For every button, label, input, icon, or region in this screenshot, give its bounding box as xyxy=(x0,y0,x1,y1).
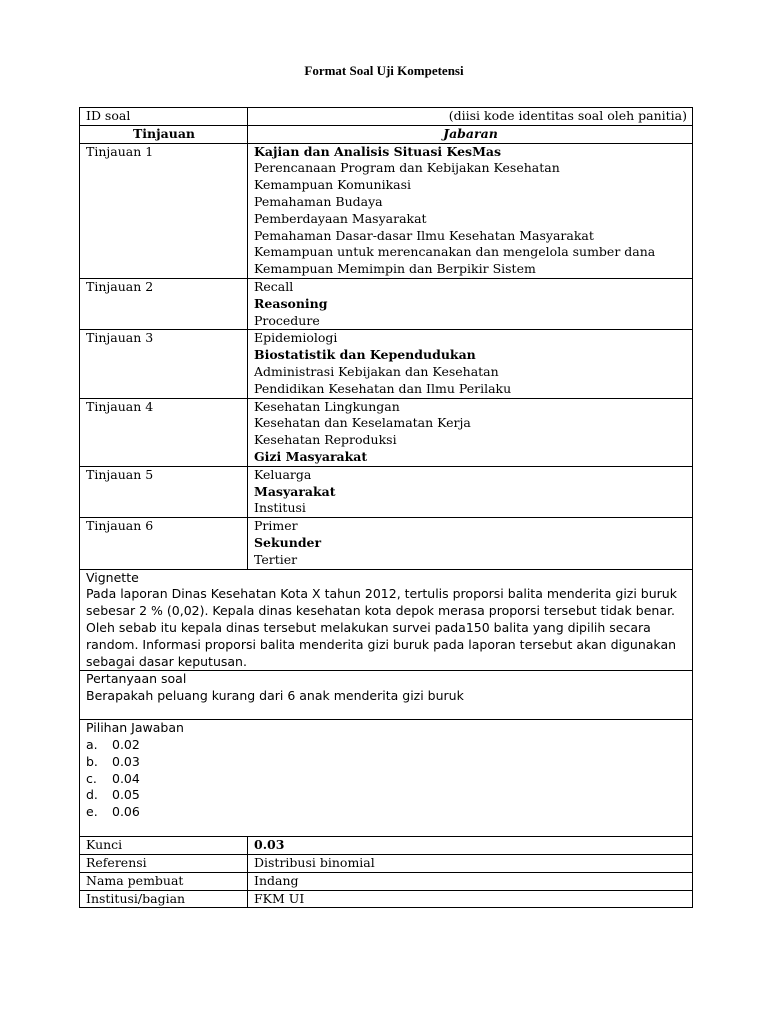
tinjauan-label: Tinjauan 6 xyxy=(80,518,248,569)
id-label: ID soal xyxy=(80,108,248,126)
kunci-row xyxy=(80,837,693,855)
jabaran-item: Pemberdayaan Masyarakat xyxy=(254,210,427,226)
kunci-value: 0.03 xyxy=(248,837,693,855)
tinjauan-label: Tinjauan 3 xyxy=(80,330,248,398)
referensi-label: Referensi xyxy=(80,855,248,873)
jabaran-item: Kesehatan Reproduksi xyxy=(254,432,397,448)
jabaran-item: Pemahaman Budaya xyxy=(254,193,383,209)
tinjauan-row xyxy=(80,143,693,278)
answer-option xyxy=(86,754,687,771)
header-tinjauan: Tinjauan xyxy=(80,125,248,143)
tinjauan-row xyxy=(80,398,693,466)
vignette-line: sebesar 2 % (0,02). Kepala dinas kesehatan kota depok merasa proporsi tersebut tidak benar. xyxy=(86,603,675,619)
jabaran-cell xyxy=(248,143,693,278)
jabaran-item: Primer xyxy=(254,518,298,534)
vignette-cell xyxy=(80,569,693,671)
institusi-label: Institusi/bagian xyxy=(80,890,248,908)
kunci-label: Kunci xyxy=(80,837,248,855)
document-title: Format Soal Uji Kompetensi xyxy=(304,63,464,78)
vignette-line: Oleh sebab itu kepala dinas tersebut melakukan survei pada150 balita yang dipilih secara xyxy=(86,619,651,635)
id-row xyxy=(80,108,693,126)
option-value: 0.03 xyxy=(112,753,140,769)
jabaran-item: Kesehatan dan Keselamatan Kerja xyxy=(254,415,471,431)
soal-table xyxy=(79,107,693,908)
answer-option xyxy=(86,737,687,754)
option-value: 0.02 xyxy=(112,737,140,753)
pertanyaan-text: Berapakah peluang kurang dari 6 anak menderita gizi buruk xyxy=(86,688,464,704)
jabaran-item: Pendidikan Kesehatan dan Ilmu Perilaku xyxy=(254,380,512,396)
jabaran-item: Kesehatan Lingkungan xyxy=(254,398,400,414)
option-value: 0.06 xyxy=(112,804,140,820)
pembuat-row xyxy=(80,872,693,890)
referensi-row xyxy=(80,855,693,873)
jabaran-item: Procedure xyxy=(254,312,320,328)
pilihan-cell xyxy=(80,720,693,837)
jabaran-item: Kemampuan untuk merencanakan dan mengelola sumber dana xyxy=(254,244,656,260)
jabaran-item: Reasoning xyxy=(254,295,328,311)
tinjauan-label: Tinjauan 4 xyxy=(80,398,248,466)
jabaran-item: Kajian dan Analisis Situasi KesMas xyxy=(254,143,502,159)
referensi-value: Distribusi binomial xyxy=(248,855,693,873)
jabaran-item: Kemampuan Memimpin dan Berpikir Sistem xyxy=(254,261,536,277)
pilihan-label: Pilihan Jawaban xyxy=(86,720,184,736)
jabaran-item: Pemahaman Dasar-dasar Ilmu Kesehatan Masyarakat xyxy=(254,227,594,243)
jabaran-item: Gizi Masyarakat xyxy=(254,448,368,464)
tinjauan-label: Tinjauan 1 xyxy=(80,143,248,278)
vignette-text xyxy=(86,586,687,670)
option-letter: e. xyxy=(86,804,98,820)
jabaran-cell xyxy=(248,398,693,466)
option-letter: b. xyxy=(86,753,98,769)
institusi-row xyxy=(80,890,693,908)
tinjauan-rows xyxy=(80,143,693,569)
jabaran-item: Administrasi Kebijakan dan Kesehatan xyxy=(254,363,499,379)
jabaran-item: Keluarga xyxy=(254,466,312,482)
tinjauan-row xyxy=(80,278,693,329)
pilihan-row xyxy=(80,720,693,837)
answer-option xyxy=(86,771,687,788)
jabaran-cell xyxy=(248,330,693,398)
answer-option xyxy=(86,787,687,804)
jabaran-item: Biostatistik dan Kependudukan xyxy=(254,347,476,363)
tinjauan-row xyxy=(80,330,693,398)
jabaran-item: Tertier xyxy=(254,551,298,567)
institusi-value: FKM UI xyxy=(248,890,693,908)
pertanyaan-cell xyxy=(80,671,693,720)
vignette-label: Vignette xyxy=(86,569,139,585)
vignette-row xyxy=(80,569,693,671)
vignette-line: random. Informasi proporsi balita menderita gizi buruk pada laporan tersebut akan digunakan xyxy=(86,636,677,652)
header-row xyxy=(80,125,693,143)
jabaran-cell xyxy=(248,518,693,569)
tinjauan-label: Tinjauan 2 xyxy=(80,278,248,329)
tinjauan-row xyxy=(80,466,693,517)
vignette-line: sebagai dasar keputusan. xyxy=(86,653,247,669)
pembuat-label: Nama pembuat xyxy=(80,872,248,890)
pertanyaan-row xyxy=(80,671,693,720)
jabaran-item: Masyarakat xyxy=(254,483,336,499)
jabaran-item: Recall xyxy=(254,278,294,294)
jabaran-cell xyxy=(248,278,693,329)
tinjauan-label: Tinjauan 5 xyxy=(80,466,248,517)
jabaran-item: Epidemiologi xyxy=(254,330,338,346)
option-value: 0.05 xyxy=(112,787,140,803)
jabaran-item: Sekunder xyxy=(254,534,322,550)
jabaran-cell xyxy=(248,466,693,517)
id-value: (diisi kode identitas soal oleh panitia) xyxy=(248,108,693,126)
header-jabaran: Jabaran xyxy=(248,125,693,143)
option-letter: c. xyxy=(86,770,97,786)
jabaran-item: Kemampuan Komunikasi xyxy=(254,177,412,193)
answer-option xyxy=(86,804,687,821)
option-letter: d. xyxy=(86,787,98,803)
vignette-line: Pada laporan Dinas Kesehatan Kota X tahun 2012, tertulis proporsi balita menderita gizi buruk xyxy=(86,586,677,602)
pembuat-value: Indang xyxy=(248,872,693,890)
option-value: 0.04 xyxy=(112,770,140,786)
pertanyaan-label: Pertanyaan soal xyxy=(86,671,187,687)
tinjauan-row xyxy=(80,518,693,569)
jabaran-item: Institusi xyxy=(254,500,306,516)
jabaran-item: Perencanaan Program dan Kebijakan Kesehatan xyxy=(254,160,560,176)
pilihan-options xyxy=(86,737,687,821)
option-letter: a. xyxy=(86,737,98,753)
